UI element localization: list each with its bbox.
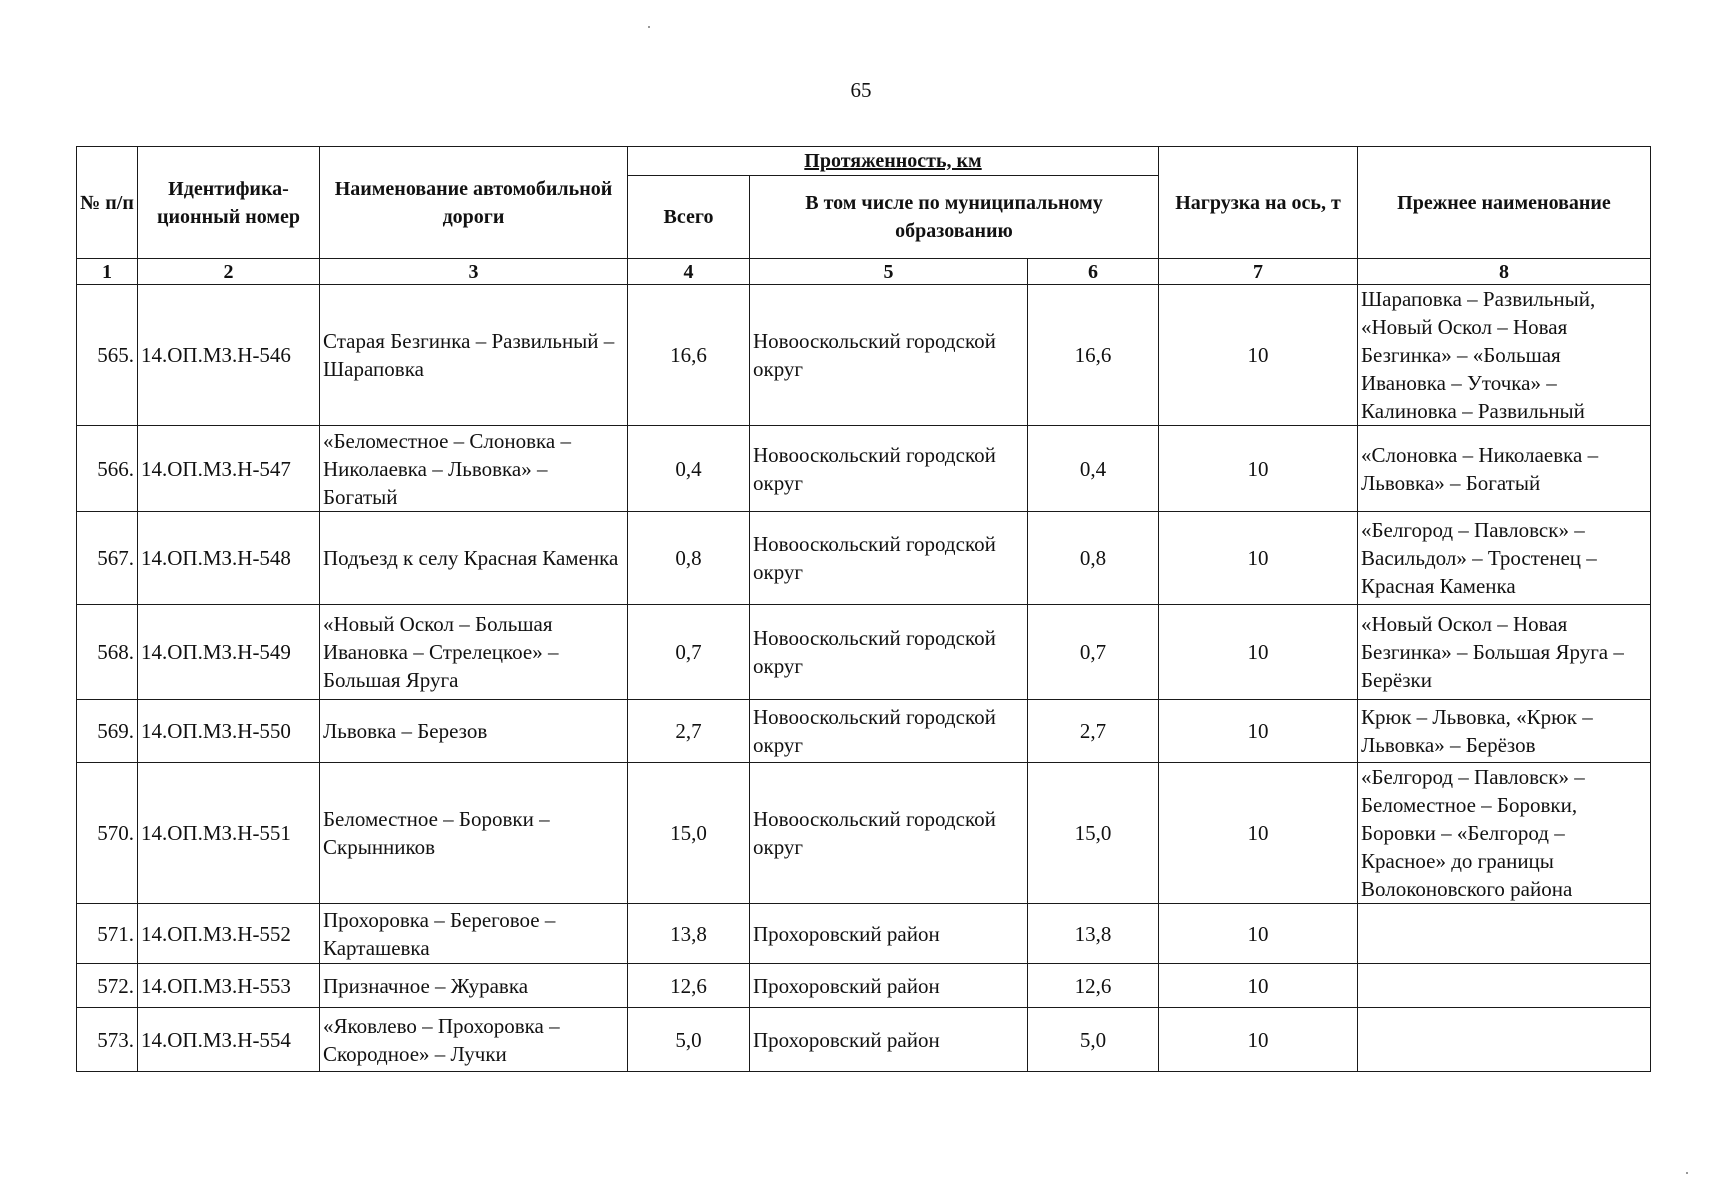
header-num: № п/п (77, 147, 138, 259)
road-id: 14.ОП.МЗ.Н-548 (138, 512, 320, 605)
row-number: 569. (77, 700, 138, 763)
table-header (77, 147, 1651, 285)
road-id: 14.ОП.МЗ.Н-546 (138, 285, 320, 426)
axle-load: 10 (1159, 700, 1358, 763)
road-id: 14.ОП.МЗ.Н-551 (138, 763, 320, 904)
length-total: 16,6 (628, 285, 750, 426)
row-number: 568. (77, 605, 138, 700)
length-total: 15,0 (628, 763, 750, 904)
axle-load: 10 (1159, 904, 1358, 964)
road-id: 14.ОП.МЗ.Н-552 (138, 904, 320, 964)
length-total: 13,8 (628, 904, 750, 964)
municipality: Прохоровский район (750, 964, 1028, 1008)
road-name: Подъезд к селу Красная Каменка (320, 512, 628, 605)
column-number: 4 (628, 259, 750, 285)
scan-speck (1686, 1172, 1688, 1174)
row-number: 572. (77, 964, 138, 1008)
table-row (77, 285, 1651, 426)
road-name: «Яковлево – Прохоровка – Скородное» – Лучки (320, 1008, 628, 1072)
axle-load: 10 (1159, 285, 1358, 426)
roads-table (76, 146, 1651, 1072)
road-name: Прохоровка – Береговое – Карташевка (320, 904, 628, 964)
road-id: 14.ОП.МЗ.Н-549 (138, 605, 320, 700)
header-axle-load: Нагрузка на ось, т (1159, 147, 1358, 259)
municipal-length: 0,8 (1028, 512, 1159, 605)
length-total: 0,7 (628, 605, 750, 700)
header-road-name: Наименование автомобильной дороги (320, 147, 628, 259)
axle-load: 10 (1159, 763, 1358, 904)
municipality: Прохоровский район (750, 1008, 1028, 1072)
table-body (77, 285, 1651, 1072)
road-id: 14.ОП.МЗ.Н-547 (138, 426, 320, 512)
length-total: 5,0 (628, 1008, 750, 1072)
length-total: 0,4 (628, 426, 750, 512)
municipality: Прохоровский район (750, 904, 1028, 964)
column-number: 7 (1159, 259, 1358, 285)
municipality: Новооскольский городской округ (750, 285, 1028, 426)
table-row (77, 512, 1651, 605)
table-row (77, 763, 1651, 904)
road-id: 14.ОП.МЗ.Н-550 (138, 700, 320, 763)
header-length-group: Протяженность, км (628, 147, 1159, 176)
municipal-length: 16,6 (1028, 285, 1159, 426)
previous-name: «Белгород – Павловск» – Васильдол» – Тростенец – Красная Каменка (1358, 512, 1651, 605)
row-number: 567. (77, 512, 138, 605)
municipality: Новооскольский городской округ (750, 605, 1028, 700)
municipal-length: 13,8 (1028, 904, 1159, 964)
axle-load: 10 (1159, 1008, 1358, 1072)
row-number: 573. (77, 1008, 138, 1072)
table-row (77, 605, 1651, 700)
previous-name (1358, 904, 1651, 964)
axle-load: 10 (1159, 964, 1358, 1008)
previous-name: Крюк – Львовка, «Крюк – Львовка» – Берёзов (1358, 700, 1651, 763)
header-previous-name: Прежнее наименование (1358, 147, 1651, 259)
previous-name: «Слоновка – Николаевка – Львовка» – Богатый (1358, 426, 1651, 512)
road-name: Призначное – Журавка (320, 964, 628, 1008)
column-number: 6 (1028, 259, 1159, 285)
road-name: «Новый Оскол – Большая Ивановка – Стрелецкое» – Большая Яруга (320, 605, 628, 700)
municipal-length: 5,0 (1028, 1008, 1159, 1072)
header-row (77, 147, 1651, 176)
previous-name (1358, 1008, 1651, 1072)
road-name: Старая Безгинка – Развильный – Шараповка (320, 285, 628, 426)
table-row (77, 904, 1651, 964)
municipality: Новооскольский городской округ (750, 426, 1028, 512)
page-number: 65 (850, 78, 872, 102)
row-number: 571. (77, 904, 138, 964)
road-id: 14.ОП.МЗ.Н-553 (138, 964, 320, 1008)
road-name: «Беломестное – Слоновка – Николаевка – Львовка» – Богатый (320, 426, 628, 512)
length-total: 0,8 (628, 512, 750, 605)
column-number: 1 (77, 259, 138, 285)
municipal-length: 0,7 (1028, 605, 1159, 700)
length-total: 12,6 (628, 964, 750, 1008)
header-total: Всего (628, 176, 750, 259)
column-number: 3 (320, 259, 628, 285)
column-number: 5 (750, 259, 1028, 285)
length-total: 2,7 (628, 700, 750, 763)
axle-load: 10 (1159, 605, 1358, 700)
previous-name: Шараповка – Развильный, «Новый Оскол – Новая Безгинка» – «Большая Ивановка – Уточка» – Калиновка – Развильный (1358, 285, 1651, 426)
road-name: Беломестное – Боровки – Скрынников (320, 763, 628, 904)
row-number: 566. (77, 426, 138, 512)
table-row (77, 1008, 1651, 1072)
municipal-length: 0,4 (1028, 426, 1159, 512)
column-number: 8 (1358, 259, 1651, 285)
previous-name (1358, 964, 1651, 1008)
previous-name: «Новый Оскол – Новая Безгинка» – Большая Яруга – Берёзки (1358, 605, 1651, 700)
road-name: Львовка – Березов (320, 700, 628, 763)
axle-load: 10 (1159, 512, 1358, 605)
municipal-length: 2,7 (1028, 700, 1159, 763)
road-id: 14.ОП.МЗ.Н-554 (138, 1008, 320, 1072)
municipality: Новооскольский городской округ (750, 763, 1028, 904)
column-number-row (77, 259, 1651, 285)
previous-name: «Белгород – Павловск» – Беломестное – Боровки, Боровки – «Белгород – Красное» до границы Волоконовского района (1358, 763, 1651, 904)
row-number: 570. (77, 763, 138, 904)
municipal-length: 15,0 (1028, 763, 1159, 904)
municipal-length: 12,6 (1028, 964, 1159, 1008)
row-number: 565. (77, 285, 138, 426)
column-number: 2 (138, 259, 320, 285)
municipality: Новооскольский городской округ (750, 512, 1028, 605)
municipality: Новооскольский городской округ (750, 700, 1028, 763)
table-row (77, 426, 1651, 512)
header-id: Идентифика-ционный номер (138, 147, 320, 259)
table-row (77, 700, 1651, 763)
table-row (77, 964, 1651, 1008)
header-municipal: В том числе по муниципальному образованию (750, 176, 1159, 259)
axle-load: 10 (1159, 426, 1358, 512)
scan-speck (648, 26, 650, 28)
